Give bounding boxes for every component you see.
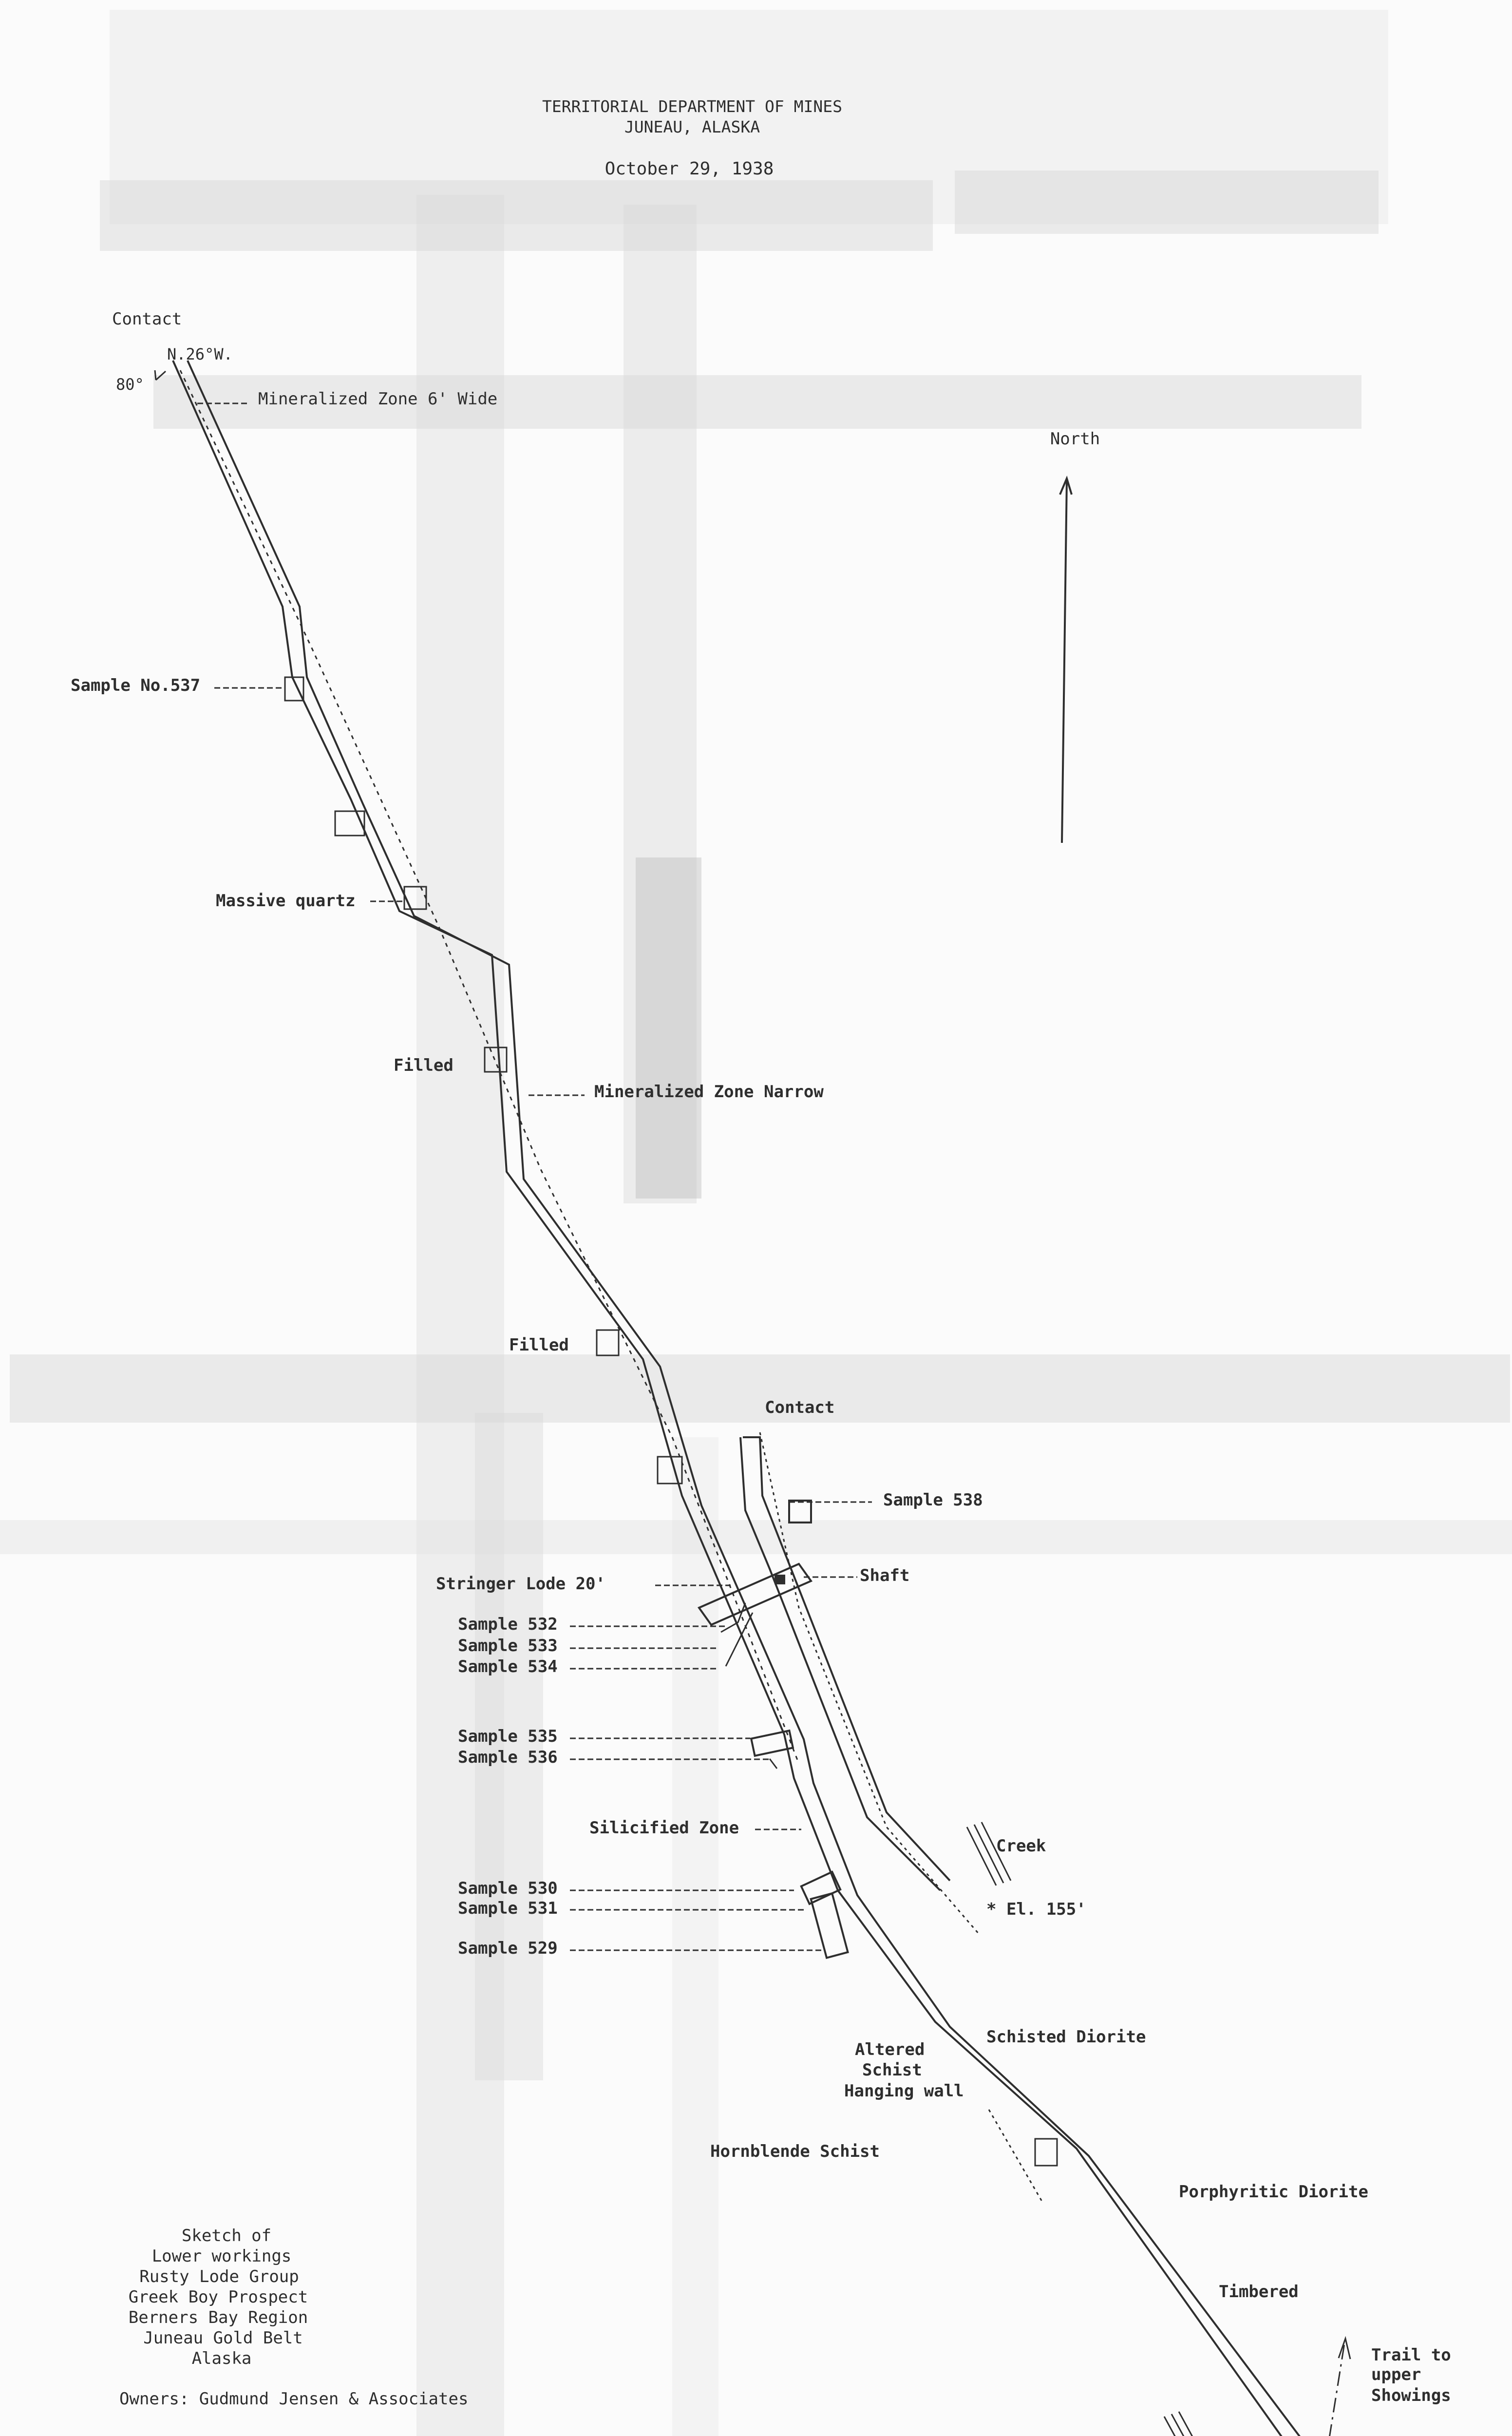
map-labels (71, 309, 1451, 2436)
title-block (68, 2226, 468, 2436)
side-workings (285, 677, 1057, 2166)
title-line: Rusty Lode Group (139, 2267, 299, 2286)
leader-lines (197, 403, 872, 1950)
label-porphyritic-diorite: Porphyritic Diorite (1179, 2182, 1368, 2202)
label-sample-532: Sample 532 (458, 1615, 558, 1634)
title-line: Juneau Gold Belt (143, 2328, 303, 2348)
label-mineralized-zone-narrow: Mineralized Zone Narrow (594, 1082, 824, 1102)
label-sample-535: Sample 535 (458, 1727, 558, 1746)
title-line: Greek Boy Prospect (128, 2287, 308, 2307)
label-altered-schist-1: Altered (855, 2040, 925, 2059)
label-contact-mid: Contact (765, 1398, 835, 1417)
label-hornblende-schist: Hornblende Schist (710, 2142, 880, 2161)
label-sample-529: Sample 529 (458, 1939, 558, 1958)
label-trail-upper-3: Showings (1371, 2386, 1451, 2405)
title-line: Lower workings (151, 2246, 292, 2266)
label-contact-top: Contact (112, 309, 182, 329)
creek-hatch-lower (1164, 2412, 1208, 2436)
title-line: Berners Bay Region (128, 2308, 308, 2327)
label-creek-upper: Creek (996, 1836, 1046, 1856)
label-timbered: Timbered (1219, 2282, 1299, 2302)
label-sample-538: Sample 538 (883, 1490, 983, 1510)
label-silicified-zone: Silicified Zone (589, 1818, 739, 1838)
label-sample-531: Sample 531 (458, 1899, 558, 1918)
owners-line: Owners: Gudmund Jensen & Associates (119, 2389, 469, 2409)
label-sample-537: Sample No.537 (71, 676, 201, 695)
header-department: TERRITORIAL DEPARTMENT OF MINES (542, 97, 842, 116)
label-shaft: Shaft (860, 1566, 910, 1585)
label-filled-2: Filled (509, 1335, 569, 1355)
title-line: Sketch of (181, 2226, 272, 2246)
label-stringer-lode: Stringer Lode 20' (436, 1574, 605, 1594)
main-adit (173, 361, 1325, 2436)
trail-upper (1325, 2339, 1350, 2436)
label-trail-upper-2: upper (1371, 2365, 1421, 2384)
label-altered-schist-3: Hanging wall (844, 2081, 964, 2101)
dip-arrow (155, 370, 166, 380)
label-elevation-155: * El. 155' (986, 1900, 1086, 1919)
label-mineralized-zone-wide: Mineralized Zone 6' Wide (258, 389, 498, 409)
label-sample-533: Sample 533 (458, 1636, 558, 1656)
header-location: JUNEAU, ALASKA (624, 117, 760, 136)
north-label: North (1050, 429, 1100, 449)
label-dip: 80° (116, 375, 144, 394)
north-arrow (1050, 429, 1100, 843)
label-altered-schist-2: Schist (862, 2060, 922, 2080)
label-schisted-diorite: Schisted Diorite (986, 2027, 1146, 2047)
label-massive-quartz: Massive quartz (216, 891, 356, 911)
label-sample-536: Sample 536 (458, 1748, 558, 1767)
label-filled-1: Filled (394, 1056, 454, 1075)
title-line: Alaska (191, 2349, 252, 2368)
label-trail-upper-1: Trail to (1371, 2345, 1451, 2365)
label-sample-530: Sample 530 (458, 1879, 558, 1898)
label-sample-534: Sample 534 (458, 1657, 558, 1676)
header-date: October 29, 1938 (605, 159, 774, 179)
label-bearing: N.26°W. (167, 345, 233, 363)
